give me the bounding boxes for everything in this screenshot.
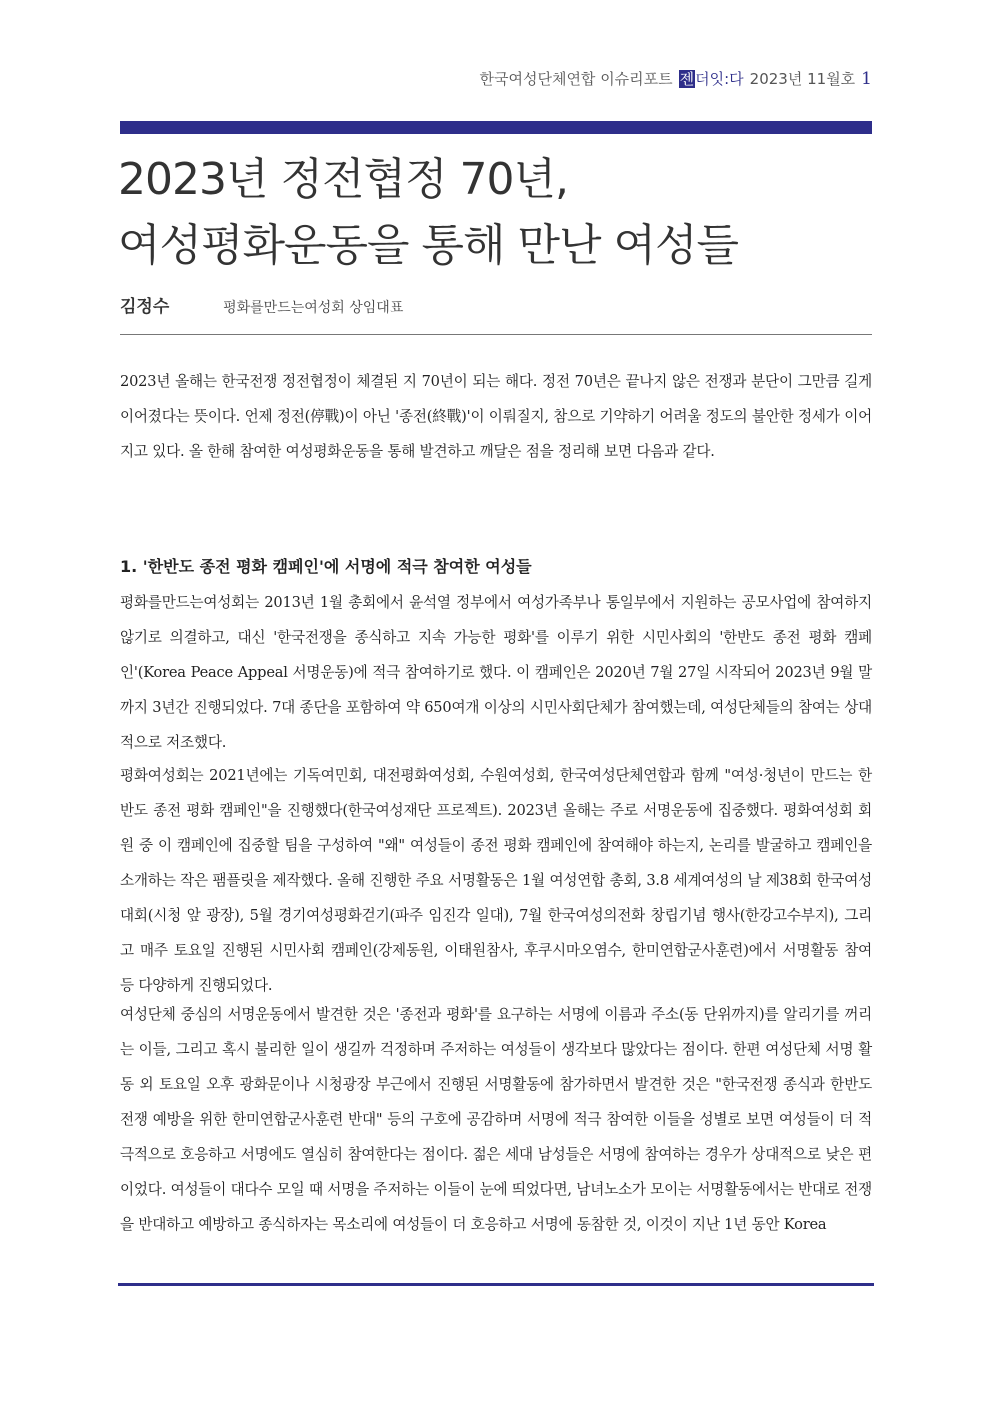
footer-divider (118, 1283, 874, 1286)
author-name: 김정수 (120, 297, 170, 317)
publisher-label: 한국여성단체연합 이슈리포트 (479, 70, 673, 88)
author-byline (120, 292, 403, 317)
body-paragraph: 평화여성회는 2021년에는 기독여민회, 대전평화여성회, 수원여성회, 한국여성단체연합과 함께 "여성·청년이 만드는 한반도 종전 평화 캠페인"을 진행했다(한국여성재단 프로젝트). 2023년 올해는 주로 서명운동에 집중했다. 평화여성회 회원 중 이 캠페인에 집중할 팀을 구성하여 "왜" 여성들이 종전 평화 캠페인에 참여해야 하는지, 논리를 발굴하고 캠페인을 소개하는 작은 팸플릿을 제작했다. 올해 진행한 주요 서명활동은 1월 여성연합 총회, 3.8 세계여성의 날 제38회 한국여성대회(시청 앞 광장), 5월 경기여성평화걷기(파주 임진각 일대), 7월 한국여성의전화 창립기념 행사(한강고수부지), 그리고 매주 토요일 진행된 시민사회 캠페인(강제동원, 이태원참사, 후쿠시마오염수, 한미연합군사훈련)에서 서명활동 참여 등 다양하게 진행되었다. (120, 767, 872, 994)
body-paragraph: 여성단체 중심의 서명운동에서 발견한 것은 '종전과 평화'를 요구하는 서명에 이름과 주소(동 단위까지)를 알리기를 꺼리는 이들, 그리고 혹시 불리한 일이 생길까 걱정하며 주저하는 여성들이 생각보다 많았다는 점이다. 한편 여성단체 서명 활동 외 토요일 오후 광화문이나 시청광장 부근에서 진행된 서명활동에 참가하면서 발견한 것은 "한국전쟁 종식과 한반도 전쟁 예방을 위한 한미연합군사훈련 반대" 등의 구호에 공감하며 서명에 적극 참여한 이들을 성별로 보면 여성들이 더 적극적으로 호응하고 서명에도 열심히 참여한다는 점이다. 젊은 세대 남성들은 서명에 참여하는 경우가 상대적으로 낮은 편이었다. 여성들이 대다수 모일 때 서명을 주저하는 이들이 눈에 띄었다면, 남녀노소가 모이는 서명활동에서는 반대로 전쟁을 반대하고 예방하고 종식하자는 목소리에 여성들이 더 호응하고 서명에 동참한 것, 이것이 지난 1년 동안 Korea (120, 1006, 873, 1233)
brand-logo (679, 70, 744, 88)
article-title (118, 147, 878, 279)
body-paragraph: 평화를만드는여성회는 2013년 1월 총회에서 윤석열 정부에서 여성가족부나 통일부에서 지원하는 공모사업에 참여하지 않기로 의결하고, 대신 '한국전쟁을 종식하고 지속 가능한 평화'를 이루기 위한 시민사회의 '한반도 종전 평화 캠페인'(Korea Peace Appeal 서명운동)에 적극 참여하기로 했다. 이 캠페인은 2020년 7월 27일 시작되어 2023년 9월 말까지 3년간 진행되었다. 7대 종단을 포함하여 약 650여개 이상의 시민사회단체가 참여했는데, 여성단체들의 참여는 상대적으로 저조했다. (120, 594, 872, 751)
intro-paragraph: 2023년 올해는 한국전쟁 정전협정이 체결된 지 70년이 되는 해다. 정전 70년은 끝나지 않은 전쟁과 분단이 그만큼 길게 이어졌다는 뜻이다. 언제 정전(停戰)이 아닌 '종전(終戰)'이 이뤄질지, 참으로 기약하기 어려울 정도의 불안한 정세가 이어지고 있다. 올 한해 참여한 여성평화운동을 통해 발견하고 깨달은 점을 정리해 보면 다음과 같다. (120, 373, 872, 460)
article-title-line-1: 2023년 정전협정 70년, (118, 154, 568, 205)
issue-label: 2023년 11월호 (749, 70, 856, 88)
title-divider (120, 334, 872, 335)
section-heading: 1. '한반도 종전 평화 캠페인'에 서명에 적극 참여한 여성들 (120, 557, 532, 576)
header-accent-bar (120, 121, 872, 134)
running-header (480, 68, 873, 89)
brand-logo-rest: 더잇:다 (695, 69, 744, 88)
author-affiliation: 평화를만드는여성회 상임대표 (223, 300, 404, 316)
article-title-line-2: 여성평화운동을 통해 만난 여성들 (118, 220, 739, 271)
brand-logo-highlight: 젠 (679, 69, 695, 88)
page-number: 1 (861, 68, 872, 89)
